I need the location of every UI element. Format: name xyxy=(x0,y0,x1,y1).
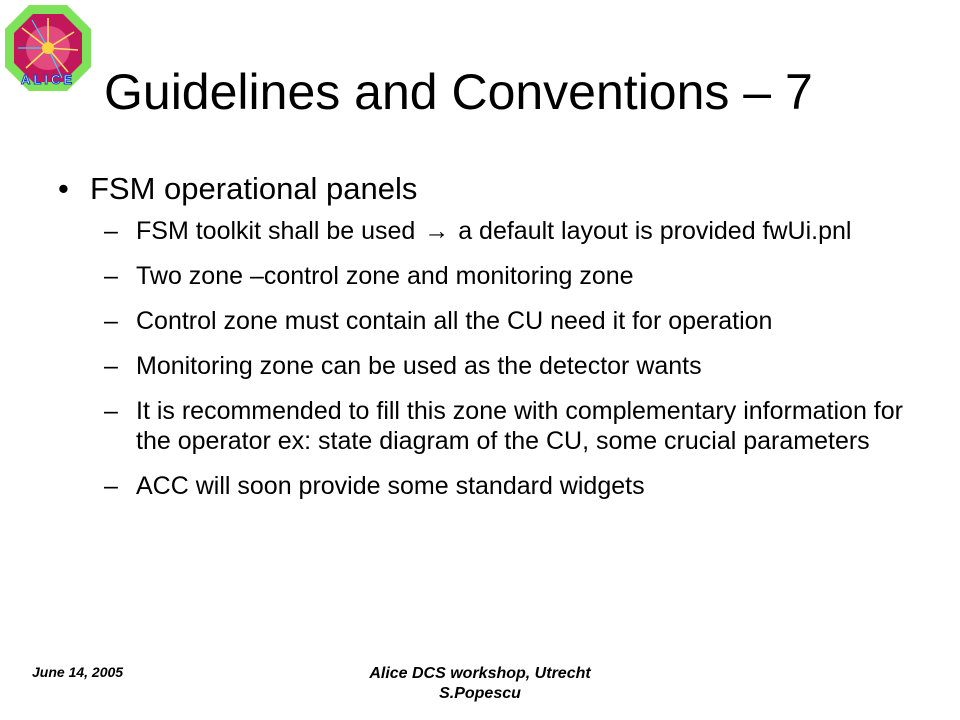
footer-line-2: S.Popescu xyxy=(439,685,521,702)
slide-title: Guidelines and Conventions – 7 xyxy=(104,64,813,120)
dash-icon: – xyxy=(104,262,118,290)
sub-bullet-item xyxy=(104,471,918,501)
bullet-icon: • xyxy=(58,171,69,206)
sub-bullet-text-before: FSM toolkit shall be used xyxy=(136,217,416,245)
sub-bullet-text-after: a default layout is provided fwUi.pnl xyxy=(458,217,852,245)
sub-bullet-text: It is recommended to fill this zone with complementary information for the operator ex: state diagram of the CU, some crucial parameters xyxy=(136,397,903,455)
dash-icon: – xyxy=(104,472,118,500)
sub-bullet-item xyxy=(104,261,918,291)
footer-credit xyxy=(300,664,660,704)
sub-bullet-text: Monitoring zone can be used as the detector wants xyxy=(136,352,702,380)
dash-icon: – xyxy=(104,307,118,335)
sub-bullet-text: Two zone –control zone and monitoring zone xyxy=(136,262,634,290)
dash-icon: – xyxy=(104,217,118,245)
bullet-item xyxy=(58,170,918,208)
sub-bullet-text: ACC will soon provide some standard widgets xyxy=(136,472,645,500)
sub-bullet-item xyxy=(104,216,918,246)
sub-bullet-item xyxy=(104,351,918,381)
slide-content xyxy=(58,170,918,516)
sub-bullet-item xyxy=(104,396,918,456)
sub-bullet-item xyxy=(104,306,918,336)
footer-line-1: Alice DCS workshop, Utrecht xyxy=(369,665,591,682)
footer-date: June 14, 2005 xyxy=(32,664,124,680)
bullet-text: FSM operational panels xyxy=(90,171,418,206)
sub-bullet-text: Control zone must contain all the CU need it for operation xyxy=(136,307,773,335)
dash-icon: – xyxy=(104,397,118,425)
logo-text: ALICE xyxy=(21,72,75,87)
dash-icon: – xyxy=(104,352,118,380)
right-arrow-icon: → xyxy=(424,217,450,245)
